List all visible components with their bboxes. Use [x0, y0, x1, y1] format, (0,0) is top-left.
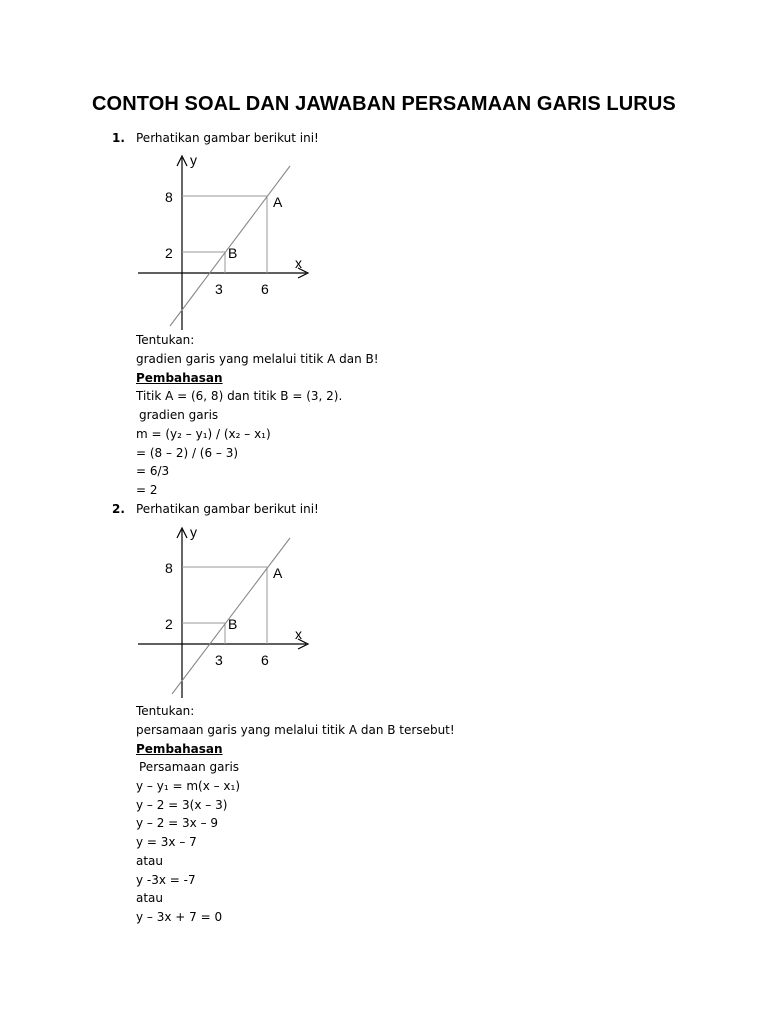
problem-2-line-2: persamaan garis yang melalui titik A dan B tersebut!: [136, 723, 455, 737]
y-axis-label: y: [190, 152, 197, 168]
problem-2-line-6: y – 2 = 3(x – 3): [136, 798, 228, 812]
point-a-label: A: [273, 565, 283, 581]
x-axis-label: x: [295, 255, 302, 271]
problem-2-prompt: Perhatikan gambar berikut ini!: [136, 502, 319, 516]
problem-1-line-6: m = (y₂ – y₁) / (x₂ – x₁): [136, 427, 271, 441]
y-tick-2: 2: [165, 616, 173, 632]
page-title: CONTOH SOAL DAN JAWABAN PERSAMAAN GARIS LURUS: [92, 93, 676, 115]
problem-2-number: 2.: [112, 502, 125, 516]
problem-1-line-1: Tentukan:: [136, 333, 195, 347]
problem-1-line-2: gradien garis yang melalui titik A dan B!: [136, 352, 379, 366]
problem-2-line-4: Persamaan garis: [139, 760, 240, 774]
problem-1-pembahasan: Pembahasan: [136, 371, 223, 385]
problem-1-line-9: = 2: [136, 483, 158, 497]
problem-1-graph: [130, 150, 320, 335]
problem-1-prompt: Perhatikan gambar berikut ini!: [136, 131, 319, 145]
problem-2-line-10: y -3x = -7: [136, 873, 196, 887]
x-tick-3: 3: [215, 652, 223, 668]
problem-2-graph: [130, 522, 320, 702]
x-axis-label: x: [295, 626, 302, 642]
problem-2-line-7: y – 2 = 3x – 9: [136, 816, 219, 830]
point-b-label: B: [228, 245, 238, 261]
problem-2-line-9: atau: [136, 854, 164, 868]
problem-2-pembahasan: Pembahasan: [136, 742, 223, 756]
problem-2-line-1: Tentukan:: [136, 704, 195, 718]
x-tick-6: 6: [261, 281, 269, 297]
problem-1-line-5: gradien garis: [139, 408, 219, 422]
y-tick-8: 8: [165, 560, 173, 576]
problem-1-line-4: Titik A = (6, 8) dan titik B = (3, 2).: [136, 389, 343, 403]
point-a-label: A: [273, 194, 283, 210]
problem-1-line-8: = 6/3: [136, 464, 170, 478]
problem-2-line-11: atau: [136, 891, 164, 905]
problem-2-line-5: y – y₁ = m(x – x₁): [136, 779, 241, 793]
y-tick-2: 2: [165, 245, 173, 261]
problem-1-number: 1.: [112, 131, 125, 145]
problem-2-line-8: y = 3x – 7: [136, 835, 197, 849]
y-tick-8: 8: [165, 189, 173, 205]
x-tick-3: 3: [215, 281, 223, 297]
problem-1-line-7: = (8 – 2) / (6 – 3): [136, 446, 239, 460]
problem-2-line-12: y – 3x + 7 = 0: [136, 910, 223, 924]
x-tick-6: 6: [261, 652, 269, 668]
y-axis-label: y: [190, 524, 197, 540]
point-b-label: B: [228, 616, 238, 632]
